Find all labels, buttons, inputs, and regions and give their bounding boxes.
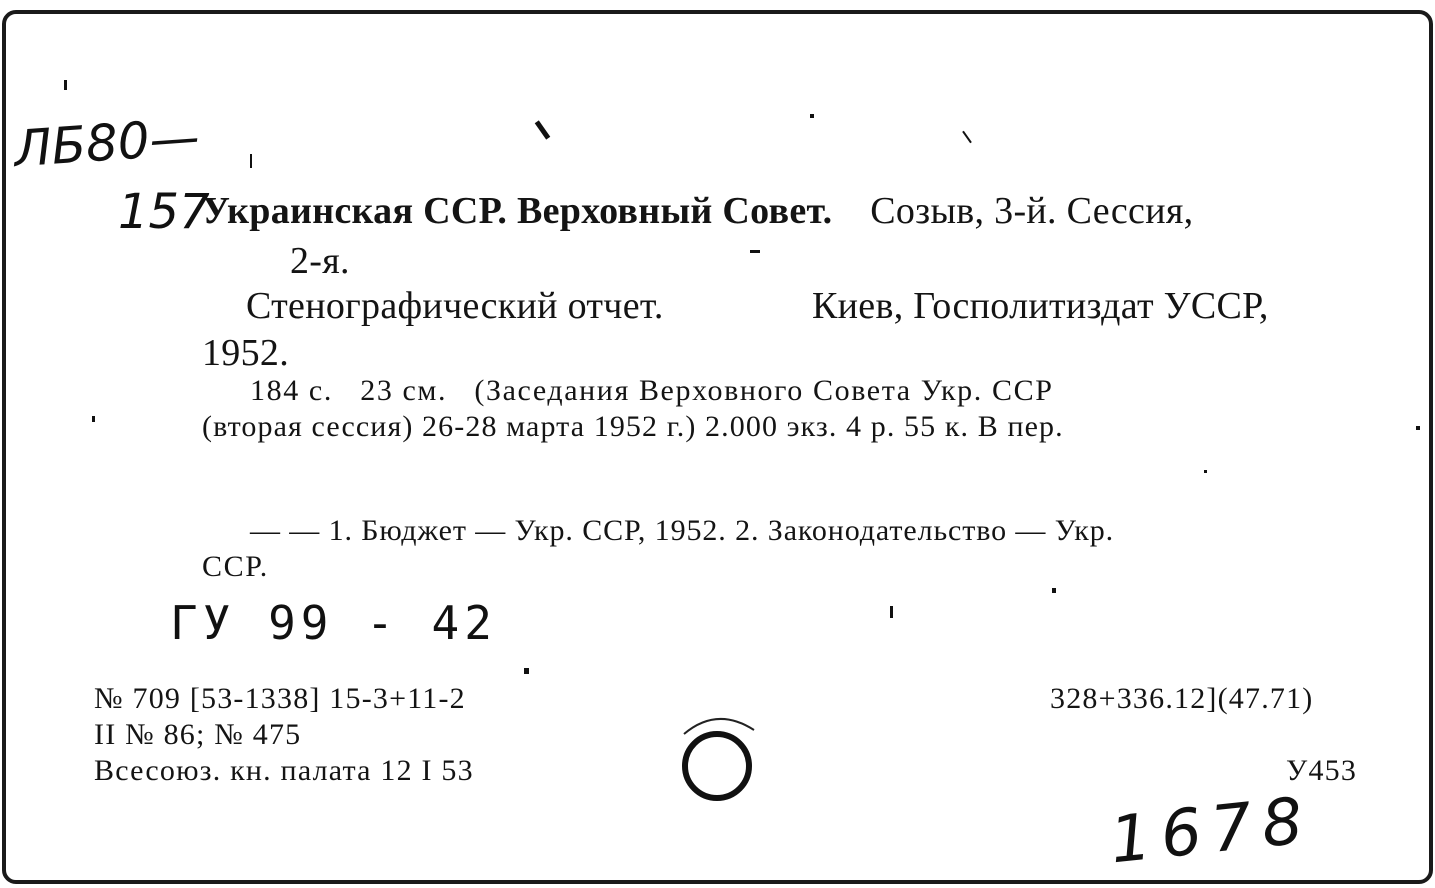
- punch-hole-circle: [662, 706, 772, 806]
- handwritten-inventory: ГУ 99 - 42: [170, 596, 497, 650]
- title: Стенографический отчет.: [246, 285, 664, 327]
- subjects-line-1: — — 1. Бюджет — Укр. ССР, 1952. 2. Законодательство — Укр.: [250, 514, 1115, 547]
- ink-speck: [250, 154, 252, 168]
- heading-line-2: 2-я.: [290, 240, 350, 282]
- ink-speck: [750, 250, 760, 253]
- handwritten-shelfmark: [12, 108, 201, 179]
- footer-line-2-left: II № 86; № 475: [94, 718, 302, 751]
- session-designation: Созыв, 3-й. Сессия,: [870, 190, 1194, 232]
- footer-line-3-left: Всесоюз. кн. палата 12 I 53: [94, 754, 474, 787]
- ink-speck: [524, 668, 529, 674]
- footer-line-1-right: 328+336.12](47.71): [1050, 682, 1314, 715]
- ink-speck: [535, 120, 551, 139]
- ink-speck: [1052, 588, 1056, 593]
- ink-speck: [1204, 470, 1207, 473]
- collation-line-2: (вторая сессия) 26-28 марта 1952 г.) 2.000 экз. 4 р. 55 к. В пер.: [202, 410, 1064, 443]
- footer-line-1-left: № 709 [53-1338] 15-3+11-2: [94, 682, 466, 715]
- ink-speck: [962, 131, 972, 144]
- handwritten-corner-number: 1678: [1106, 783, 1317, 879]
- imprint: Киев, Госполитиздат УССР,: [812, 285, 1269, 327]
- handwritten-shelfmark-number: 157: [118, 184, 210, 240]
- year: 1952.: [202, 332, 289, 374]
- ink-speck: [64, 80, 67, 90]
- ink-speck: [890, 606, 893, 618]
- ink-speck: [1416, 426, 1420, 430]
- heading-line-1: [202, 192, 1193, 230]
- shelfmark-top: ЛБ80—: [12, 107, 202, 179]
- collation-line-1: 184 с. 23 см. (Заседания Верховного Совета Укр. ССР: [250, 374, 1054, 407]
- catalog-card: [2, 10, 1433, 884]
- footer-line-3-right: У453: [1286, 754, 1358, 787]
- subjects-line-2: ССР.: [202, 550, 269, 583]
- ink-speck: [810, 114, 814, 118]
- ink-speck: [92, 416, 95, 422]
- corporate-author: Украинская ССР. Верховный Совет.: [202, 190, 833, 232]
